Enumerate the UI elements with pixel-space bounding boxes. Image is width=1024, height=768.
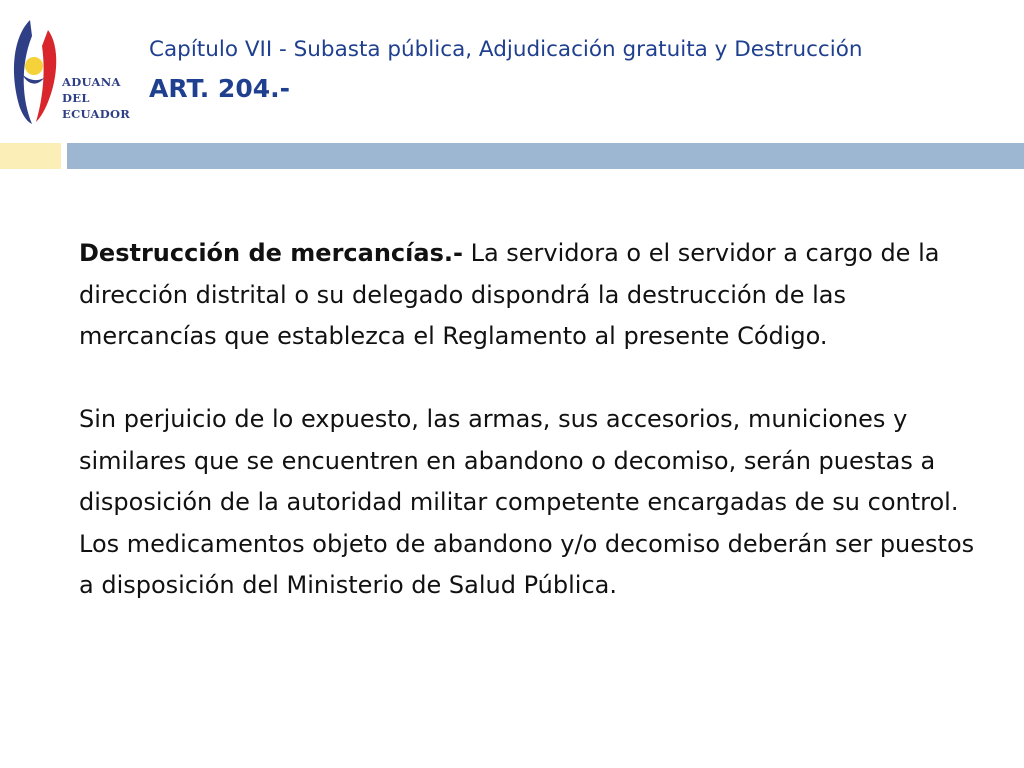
aduana-logo xyxy=(8,16,138,128)
defined-term: Destrucción de mercancías.- xyxy=(79,239,463,267)
paragraph-2: Sin perjuicio de lo expuesto, las armas, sus accesorios, municiones y similares que se encuentren en abandono o decomiso, serán puestas a disposición de la autoridad militar competente encargadas de su control. Los medicamentos objeto de abandono y/o decomiso deberán ser puestos a disposición del Ministerio de Salud Pública. xyxy=(79,405,975,599)
logo-line-2: DEL xyxy=(62,91,90,105)
paragraph-1 xyxy=(79,233,989,358)
header-accent-bar-blue xyxy=(67,143,1024,169)
article-body xyxy=(79,233,989,648)
header-accent-bar-yellow xyxy=(0,143,61,169)
logo-line-1: ADUANA xyxy=(62,75,121,89)
aduana-emblem-icon xyxy=(8,16,68,128)
chapter-title: Capítulo VII - Subasta pública, Adjudicación gratuita y Destrucción xyxy=(149,37,863,62)
article-number: ART. 204.- xyxy=(149,74,290,103)
paragraph-1-text: La servidora o el servidor a cargo de la dirección distrital o su delegado dispondrá la destrucción de las mercancías que establezca el Reglamento al presente Código. xyxy=(79,239,940,350)
logo-line-3: ECUADOR xyxy=(62,107,131,121)
logo-wordmark xyxy=(62,74,130,122)
